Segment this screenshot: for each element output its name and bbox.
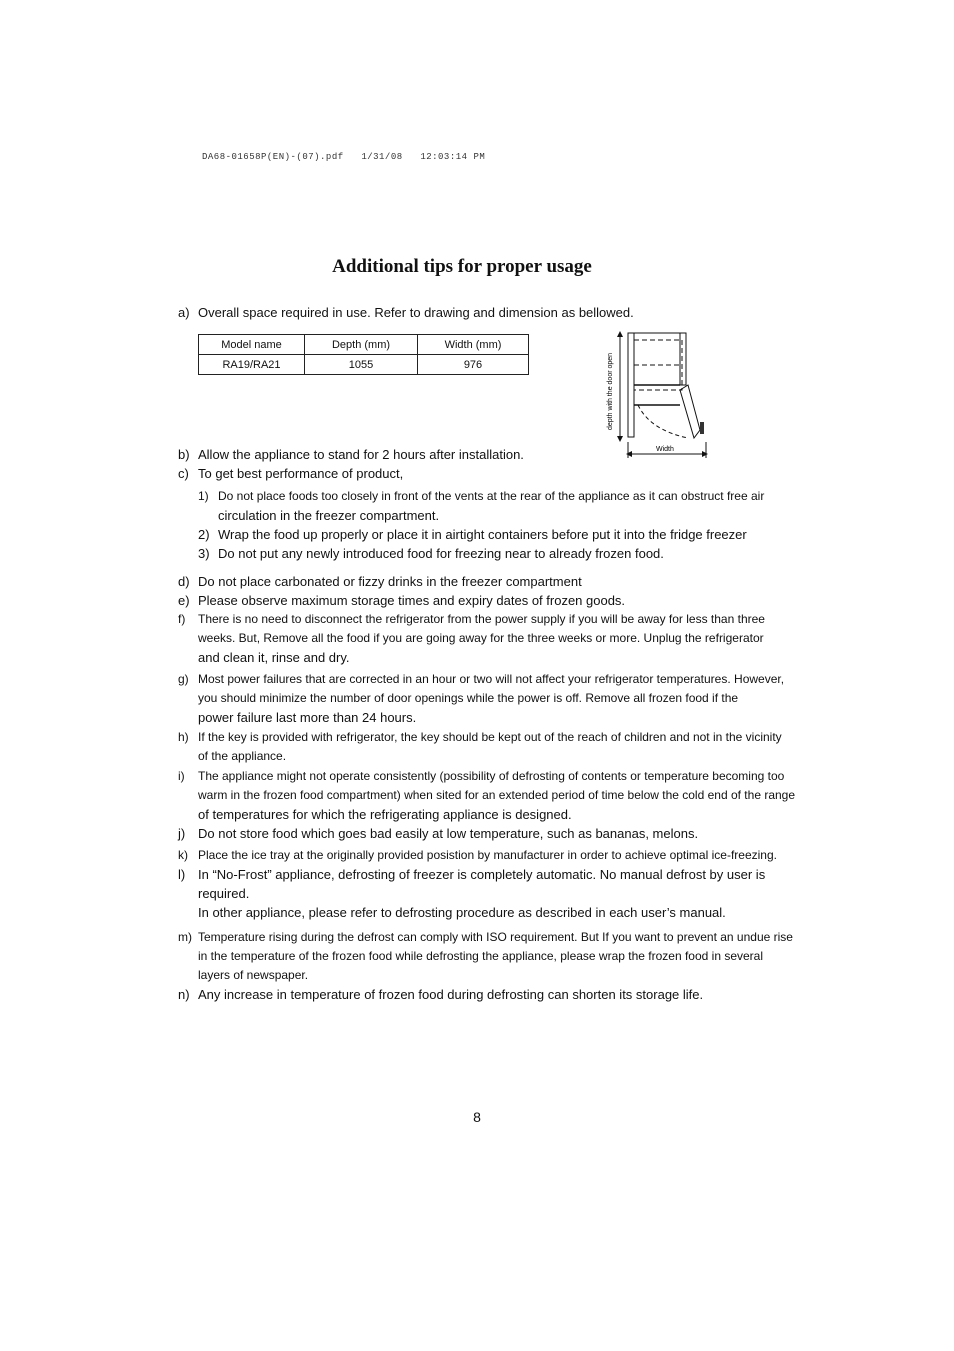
- table-cell: 976: [418, 355, 529, 375]
- list-item-l: l) In “No-Frost” appliance, defrosting of freezer is completely automatic. No manual defrost by user is: [178, 867, 766, 882]
- list-item-g: g) Most power failures that are corrected in an hour or two will not affect your refrigerator temperatures. However,: [178, 672, 785, 686]
- sub-item-2: 2) Wrap the food up properly or place it in airtight containers before put it into the fridge freezer: [198, 527, 747, 542]
- sub-item-1: 1) Do not place foods too closely in front of the vents at the rear of the appliance as it can obstruct free air: [198, 489, 765, 503]
- sub-item-1-cont: circulation in the freezer compartment.: [218, 508, 440, 523]
- table-cell: RA19/RA21: [199, 355, 305, 375]
- list-item-m-cont: layers of newspaper.: [198, 968, 309, 982]
- table-header-cell: Depth (mm): [305, 335, 418, 355]
- fridge-diagram-svg: [600, 330, 715, 460]
- list-item-e: e) Please observe maximum storage times and expiry dates of frozen goods.: [178, 593, 626, 608]
- list-item-g-cont: power failure last more than 24 hours.: [198, 710, 417, 725]
- depth-arrow-top: [617, 331, 623, 337]
- fridge-side: [680, 333, 686, 385]
- fridge-back: [628, 333, 634, 437]
- list-item-g-cont: you should minimize the number of door openings while the power is off. Remove all frozen food if the: [198, 691, 739, 705]
- list-item-l-cont: In other appliance, please refer to defrosting procedure as described in each user’s manual.: [198, 905, 726, 920]
- width-label: Width: [656, 446, 674, 453]
- door-handle: [700, 422, 704, 434]
- list-item-b: b) Allow the appliance to stand for 2 hours after installation.: [178, 447, 524, 462]
- list-item-f-cont: and clean it, rinse and dry.: [198, 650, 350, 665]
- list-item-i-cont: warm in the frozen food compartment) when sited for an extended period of time below the cold end of the range: [198, 788, 796, 802]
- table-header-row: [199, 335, 529, 355]
- list-item-d: d) Do not place carbonated or fizzy drinks in the freezer compartment: [178, 574, 582, 589]
- page-title: Additional tips for proper usage: [332, 256, 592, 277]
- list-item-a: a) Overall space required in use. Refer to drawing and dimension as bellowed.: [178, 305, 634, 320]
- document-header: DA68-01658P(EN)-(07).pdf 1/31/08 12:03:14 PM: [202, 152, 486, 162]
- table-header-cell: Width (mm): [418, 335, 529, 355]
- table-row: [199, 355, 529, 375]
- list-item-m: m) Temperature rising during the defrost can comply with ISO requirement. But If you want to prevent an undue rise: [178, 930, 793, 944]
- depth-label: depth with the door open: [607, 352, 614, 430]
- list-item-f: f) There is no need to disconnect the refrigerator from the power supply if you will be away for less than three: [178, 612, 765, 626]
- page-number: 8: [473, 1109, 481, 1125]
- table-cell: 1055: [305, 355, 418, 375]
- list-item-c: c) To get best performance of product,: [178, 466, 404, 481]
- list-item-h: h) If the key is provided with refrigerator, the key should be kept out of the reach of children and not in the vicinity: [178, 730, 782, 744]
- list-item-f-cont: weeks. But, Remove all the food if you are going away for the three weeks or more. Unplug the refrigerator: [198, 631, 764, 645]
- list-item-i-cont: of temperatures for which the refrigerating appliance is designed.: [198, 807, 572, 822]
- table-header-cell: Model name: [199, 335, 305, 355]
- depth-arrow-bottom: [617, 436, 623, 442]
- door-swing-arc: [638, 405, 688, 438]
- list-item-n: n) Any increase in temperature of frozen food during defrosting can shorten its storage life.: [178, 987, 704, 1002]
- open-door: [680, 385, 700, 438]
- list-item-m-cont: in the temperature of the frozen food while defrosting the appliance, please wrap the frozen food in several: [198, 949, 764, 963]
- list-item-i: i) The appliance might not operate consistently (possibility of defrosting of contents or temperature becoming too: [178, 769, 785, 783]
- list-item-k: k) Place the ice tray at the originally provided posistion by manufacturer in order to achieve optimal ice-freezing.: [178, 848, 777, 862]
- dimension-table: [198, 334, 529, 375]
- list-item-j: j) Do not store food which goes bad easily at low temperature, such as bananas, melons.: [178, 826, 699, 841]
- list-item-l-cont: required.: [198, 886, 250, 901]
- list-item-h-cont: of the appliance.: [198, 749, 287, 763]
- sub-item-3: 3) Do not put any newly introduced food for freezing near to already frozen food.: [198, 546, 664, 561]
- fridge-dimension-diagram: [600, 330, 715, 465]
